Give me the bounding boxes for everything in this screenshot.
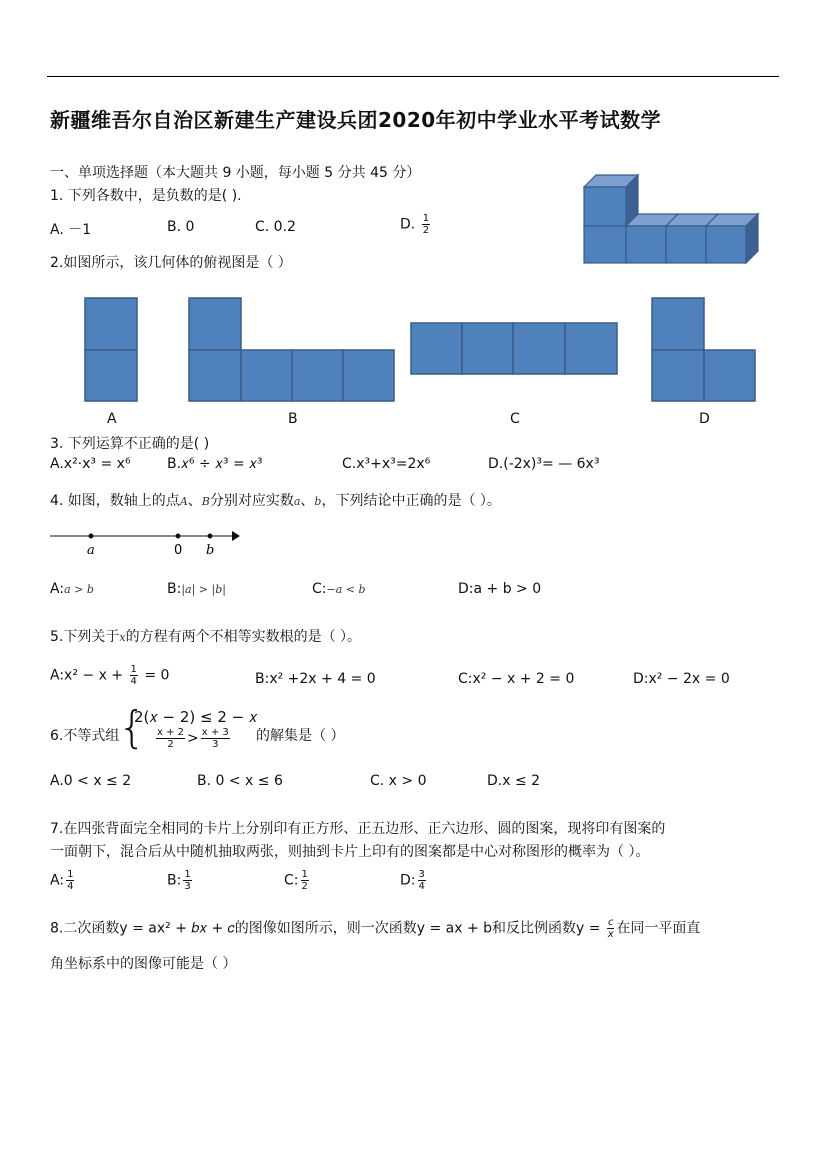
q2-stem: 2.如图所示，该几何体的俯视图是（ ）	[50, 255, 292, 271]
q7-option-c[interactable]: C: $\frac{1}{2}$	[284, 869, 308, 892]
q1-option-b[interactable]: B. 0	[167, 219, 195, 235]
q1-option-a[interactable]: A. －1	[50, 222, 92, 238]
q5-option-d[interactable]: D:x² − 2x = 0	[633, 671, 730, 687]
q4-option-a[interactable]: A:a > b	[50, 581, 94, 597]
q6-option-a[interactable]: A.0 < x ≤ 2	[50, 773, 132, 789]
header-rule	[47, 76, 779, 77]
q5-stem: 5.下列关于x的方程有两个不相等实数根的是（ ）。	[50, 629, 362, 645]
q3-option-c[interactable]: C.x³+x³=2x⁶	[342, 456, 431, 472]
q7-stem-line-2: 一面朝下，混合后从中随机抽取两张，则抽到卡片上印有的图案都是中心对称图形的概率为（ ）。	[50, 844, 650, 860]
q5-option-b[interactable]: B:x² +2x + 4 = 0	[255, 671, 376, 687]
q6-option-b[interactable]: B. 0 < x ≤ 6	[197, 773, 283, 789]
cube-face	[706, 226, 746, 263]
q7-option-d[interactable]: D: $\frac{3}{4}$	[400, 869, 425, 892]
fraction: $\frac{1}{4}$	[130, 664, 137, 687]
var-x: x	[119, 631, 126, 644]
arrow-head	[232, 531, 240, 541]
solid-figure	[580, 170, 765, 270]
q2-label-a: A	[107, 411, 117, 427]
point-zero	[176, 534, 181, 539]
q4-option-b[interactable]: B:|a| > |b|	[167, 581, 226, 597]
axis-label-b: b	[206, 543, 215, 558]
q6-option-c[interactable]: C. x > 0	[370, 773, 427, 789]
q1-option-d[interactable]: D. $\frac{1}{2}$	[400, 213, 430, 236]
q1-option-c[interactable]: C. 0.2	[255, 219, 296, 235]
q2-option-a-figure[interactable]	[84, 297, 138, 403]
point-b-label: B	[201, 495, 210, 508]
q2-label-b: B	[288, 411, 298, 427]
q3-option-b[interactable]: B.𝑥⁶ ÷ 𝑥³ = 𝑥³	[167, 456, 263, 472]
q8-stem-line-2: 角坐标系中的图像可能是（ ）	[50, 956, 237, 972]
var-a: a	[293, 495, 301, 508]
system-brace: {	[118, 702, 146, 753]
q1-stem: 1. 下列各数中，是负数的是( ).	[50, 188, 242, 204]
q7-option-a[interactable]: A: $\frac{1}{4}$	[50, 869, 74, 892]
point-b	[208, 534, 213, 539]
axis-label-zero: 0	[174, 543, 183, 558]
number-line	[48, 525, 248, 559]
q2-option-c-figure[interactable]	[410, 322, 618, 376]
page-title: 新疆维吾尔自治区新建生产建设兵团2020年初中学业水平考试数学	[50, 108, 662, 132]
section-heading: 一、单项选择题（本大题共 9 小题，每小题 5 分共 45 分）	[50, 165, 421, 181]
var-b: b	[314, 495, 322, 508]
q7-option-b[interactable]: B: $\frac{1}{3}$	[167, 869, 191, 892]
q2-label-d: D	[699, 411, 710, 427]
q6-prefix: 6.不等式组	[50, 728, 120, 744]
cube-face	[584, 187, 626, 226]
fraction: $\frac{1}{2}$	[422, 213, 430, 236]
q3-option-d[interactable]: D.(-2x)³= — 6x³	[488, 456, 600, 472]
q7-stem-line-1: 7.在四张背面完全相同的卡片上分别印有正方形、正五边形、正六边形、圆的图案，现将印有图案的	[50, 821, 666, 837]
q4-option-c[interactable]: C:−a < b	[312, 581, 366, 597]
point-a-label: A	[179, 495, 188, 508]
q5-option-c[interactable]: C:x² − x + 2 = 0	[458, 671, 575, 687]
q5-option-a[interactable]: A:x² − x + $\frac{1}{4}$ = 0	[50, 664, 170, 687]
q4-option-d[interactable]: D:a + b > 0	[458, 581, 542, 597]
q6-inequality-2: $\frac{x + 2}{2}$ > $\frac{x + 3}{3}$	[157, 727, 229, 750]
cube-face	[626, 226, 666, 263]
axis-label-a: a	[87, 543, 95, 558]
q6-suffix: 的解集是（ ）	[256, 728, 345, 744]
point-a	[89, 534, 94, 539]
q2-option-b-figure[interactable]	[188, 297, 395, 403]
cube-face	[584, 226, 626, 263]
q6-option-d[interactable]: D.x ≤ 2	[487, 773, 541, 789]
q4-stem: 4. 如图，数轴上的点A、B分别对应实数a、b，下列结论中正确的是（ ）。	[50, 493, 501, 509]
q8-stem-line-1: 8.二次函数y = ax² + 𝑏𝑥 + 𝑐的图像如图所示，则一次函数y = ax + b和反比例函数y = $\frac{c}{x}$ 在同一平面直	[50, 917, 701, 940]
q6-inequality-1: 2(𝑥 − 2) ≤ 2 − 𝑥	[134, 708, 258, 726]
q2-label-c: C	[510, 411, 520, 427]
q3-option-a[interactable]: A.x²·x³ = x⁶	[50, 456, 131, 472]
q2-option-d-figure[interactable]	[651, 297, 756, 403]
cube-face	[666, 226, 706, 263]
fraction: $\frac{c}{x}$	[607, 917, 614, 940]
q3-stem: 3. 下列运算不正确的是( )	[50, 436, 210, 452]
